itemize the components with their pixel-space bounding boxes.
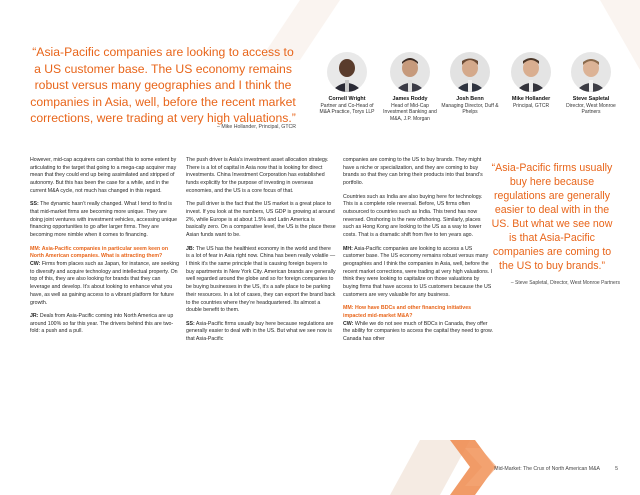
avatar (511, 52, 551, 92)
paragraph: The pull driver is the fact that the US market is a great place to invest. If you look at the numbers, US GDP is growing at around 2%, while Europe is at about 1.5% and Latin America is basically zero. On a comparative level, the US is the place these Asian funds want to be. (186, 201, 336, 239)
paragraph: Countries such as India are also buying here for technology. This is a complete role reversal. Before, US firms often outsourced to countries such as India. This trend has now reversed. Onshoring is the new offshoring. Similarly, places such as Hong Kong are looking to the US as a way to lower costs. That is a dramatic shift from five to ten years ago. (343, 193, 483, 239)
panelist-name: James Roddy (392, 96, 428, 102)
moderator-question: MM: How have BDCs and other financing initiatives impacted mid-market M&A? (343, 305, 472, 320)
speaker-initials: CW: (30, 261, 41, 268)
paragraph: SS: Asia-Pacific firms usually buy here because regulations are generally easier to deal with in the US. But what we see now is that Asia-Pacific (186, 320, 334, 343)
avatar (450, 52, 490, 92)
top-quote-attribution: – Mike Hollander, Principal, GTCR (217, 124, 296, 130)
avatar (571, 52, 611, 92)
panelist-role: Director, West Monroe Partners (566, 102, 616, 116)
side-pull-quote: “Asia-Pacific firms usually buy here because regulations are generally easier to deal with in the US. But what we see now is that Asia-Pacific companies are coming to the US to buy brands.” (491, 162, 613, 272)
footer-title: Mid-Market: The Crux of North American M&A (494, 466, 600, 472)
panelist-role: Managing Director, Duff & Phelps (441, 102, 499, 116)
text-column-1 (30, 157, 180, 342)
page-number: 5 (615, 466, 618, 472)
panelist-card (502, 52, 560, 109)
panelist-card (441, 52, 499, 116)
speaker-initials: JR: (30, 313, 39, 320)
paragraph: SS: The dynamic hasn’t really changed. What I tend to find is that mid-market firms are becoming more unique. They are doing joint ventures with investment vehicles, accessing unique financing opportunities to go after larger firms. They are becoming more nimble when it comes to financing. (30, 201, 178, 239)
panelist-role: Head of Mid-Cap Investment Banking and M&A, J.P. Morgan (383, 102, 437, 122)
paragraph: However, mid-cap acquirers can combat this to some extent by articulating to the target that going to a mega-cap acquirer may mean that they could end up being assimilated and stripped of autonomy. But this has been the case for a while, and in the current M&A cycle, not much has changed in this regard. (30, 157, 177, 194)
panelist-name: Steve Sapletal (572, 96, 610, 102)
panelist-card (318, 52, 376, 116)
speaker-initials: JB: (186, 245, 195, 252)
speaker-initials: MH: (343, 245, 353, 252)
paragraph: JB: The US has the healthiest economy in the world and there is a lot of fear in Asia right now. China has been really volatile — I think it’s the same principle that is causing foreign buyers to buy apartments in New York City. American brands are generally well regarded around the globe and so for foreign companies to be buying businesses in the US, it’s a safe place to be parking their resources. In a lot of cases, they can export the brand back to the countries where they’re headquartered. Its almost a double benefit to them. (186, 245, 336, 314)
paragraph: MM: How have BDCs and other financing initiatives impacted mid-market M&A? CW: While we do not see much of BDCs in Canada, they offer the ability for companies to access the capital they need to grow. Canada has other (343, 305, 494, 343)
avatar (327, 52, 367, 92)
text-column-3 (343, 157, 493, 350)
panelist-name: Mike Hollander (511, 96, 551, 102)
speaker-initials: SS: (30, 201, 39, 208)
side-quote-attribution: – Steve Sapletal, Director, West Monroe Partners (510, 280, 620, 286)
panelist-role: Principal, GTCR (512, 102, 550, 109)
panelist-card (562, 52, 620, 116)
speaker-initials: CW: (343, 320, 354, 327)
paragraph: MM: Asia-Pacific companies in particular seem keen on North American companies. What is attracting them? CW: Firms from places such as Japan, for instance, are seeking to diversify and acquire technology and intellectual property. On top of this, they are also looking for brands that they can leverage and develop. It’s about looking to enhance what you have, as well as gaining access to a vibrant platform for future growth. (30, 245, 180, 306)
panelist-role: Partner and Co-Head of M&A Practice, Torys LLP (319, 102, 375, 116)
top-pull-quote: “Asia-Pacific companies are looking to access to a US customer base. The US economy remains robust versus many geographies and I think the companies in Asia, well, before the recent market corrections, were trading at very high valuations.” (30, 45, 296, 126)
paragraph: The push driver is Asia’s investment asset allocation strategy. There is a lot of capital in Asia now that is looking for direct investments. China Investment Corporation has established funds explicitly for the purpose of investing in overseas economies, and the US is a core focus of that. (186, 157, 329, 194)
paragraph: JR: Deals from Asia-Pacific coming into North America are up around 100% so far this year. The drivers behind this are two-fold: a push and a pull. (30, 313, 174, 335)
paragraph: companies are coming to the US to buy brands. They might have a niche or specialization, and they are coming to buy brands so that they can bring their products into that brand’s portfolio. (343, 157, 483, 187)
text-column-2 (186, 157, 336, 350)
avatar (390, 52, 430, 92)
speaker-initials: SS: (186, 320, 195, 327)
moderator-question: MM: Asia-Pacific companies in particular seem keen on North American companies. What is attracting them? (30, 245, 169, 260)
panelist-name: Cornell Wright (328, 96, 366, 102)
panelist-name: Josh Benn (456, 96, 484, 102)
paragraph: MH: Asia-Pacific companies are looking to access a US customer base. The US economy remains robust versus many geographies and I think the companies in Asia, well, before the recent market corrections, were trading at very high valuations. I think they were looking to capitalize on those valuations by buying firms that have access to US customers because the US customers are very valuable for any business. (343, 245, 493, 298)
panelist-card (381, 52, 439, 122)
